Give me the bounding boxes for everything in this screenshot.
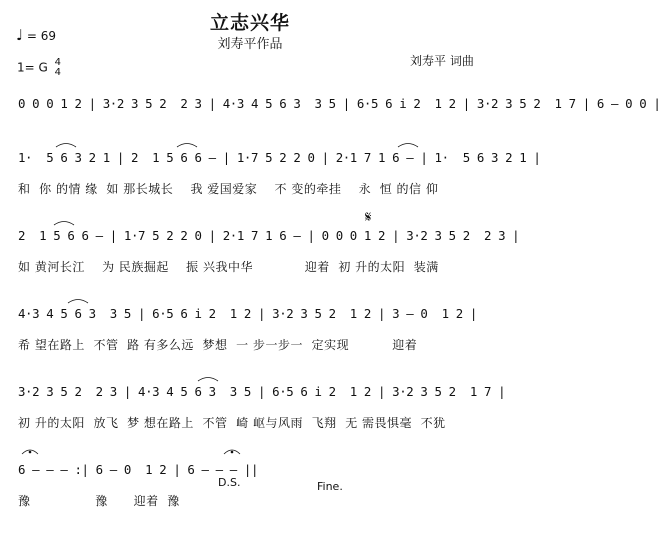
- notes-line: 4·3 4 5 6 3 3 5 | 6·5 6 i 2 1 2 | 3·2 3 5 2 1 2 | 3 – 0 1 2 |: [18, 306, 477, 321]
- composer-credit: 刘寿平 词曲: [410, 54, 474, 68]
- slur-icon: [198, 378, 218, 382]
- time-top: 4: [54, 57, 62, 68]
- slur-icon: [68, 300, 88, 304]
- slur-icon: [54, 222, 74, 226]
- fine-label: Fine.: [317, 480, 343, 493]
- tempo-value: = 69: [26, 29, 57, 43]
- song-subtitle: 刘寿平作品: [217, 37, 283, 52]
- slur-icon: [56, 144, 76, 148]
- lyrics-line: 初 升的太阳 放飞 梦 想在路上 不管 崎 岖与风雨 飞翔 无 需畏惧毫 不犹: [18, 416, 446, 430]
- time-bottom: 4: [54, 67, 62, 78]
- fermata-dot-icon: [231, 451, 234, 454]
- key-label: 1= G: [17, 60, 48, 75]
- notes-line: 3·2 3 5 2 2 3 | 4·3 4 5 6 3 3 5 | 6·5 6 i 2 1 2 | 3·2 3 5 2 1 7 |: [18, 384, 506, 399]
- notes-line: 2 1 5 6 6 – | 1·7 5 2 2 0 | 2·1 7 1 6 – | 0 0 0 1 2 | 3·2 3 5 2 2 3 |: [18, 228, 520, 243]
- lyrics-line: 豫 豫 迎着 豫: [18, 494, 180, 508]
- fermata-dot-icon: [29, 451, 32, 454]
- lyrics-line: 希 望在路上 不管 路 有多么远 梦想 一 步一步一 定实现 迎着: [18, 338, 418, 352]
- slur-icon: [398, 144, 418, 148]
- notes-line: 0 0 0 1 2 | 3·2 3 5 2 2 3 | 4·3 4 5 6 3 3 5 | 6·5 6 i 2 1 2 | 3·2 3 5 2 1 7 | 6 – 0 0 |: [18, 96, 660, 111]
- segno-icon: 𝄋: [365, 208, 372, 226]
- lyrics-line: 如 黄河长江 为 民族掘起 振 兴我中华 迎着 初 升的太阳 装满: [18, 260, 439, 274]
- lyrics-line: 和 你 的情 缘 如 那长城长 我 爱国爱家 不 变的牵挂 永 恒 的信 仰: [18, 182, 439, 196]
- quarter-note-icon: ♩: [16, 26, 24, 44]
- slur-icon: [177, 144, 197, 148]
- notes-line: 6 – – – :| 6 – 0 1 2 | 6 – – – ||: [18, 462, 259, 477]
- song-title: 立志兴华: [209, 12, 290, 34]
- notes-line: 1· 5 6 3 2 1 | 2 1 5 6 6 – | 1·7 5 2 2 0 | 2·1 7 1 6 – | 1· 5 6 3 2 1 |: [18, 150, 541, 165]
- da-segno-label: D.S.: [218, 476, 241, 489]
